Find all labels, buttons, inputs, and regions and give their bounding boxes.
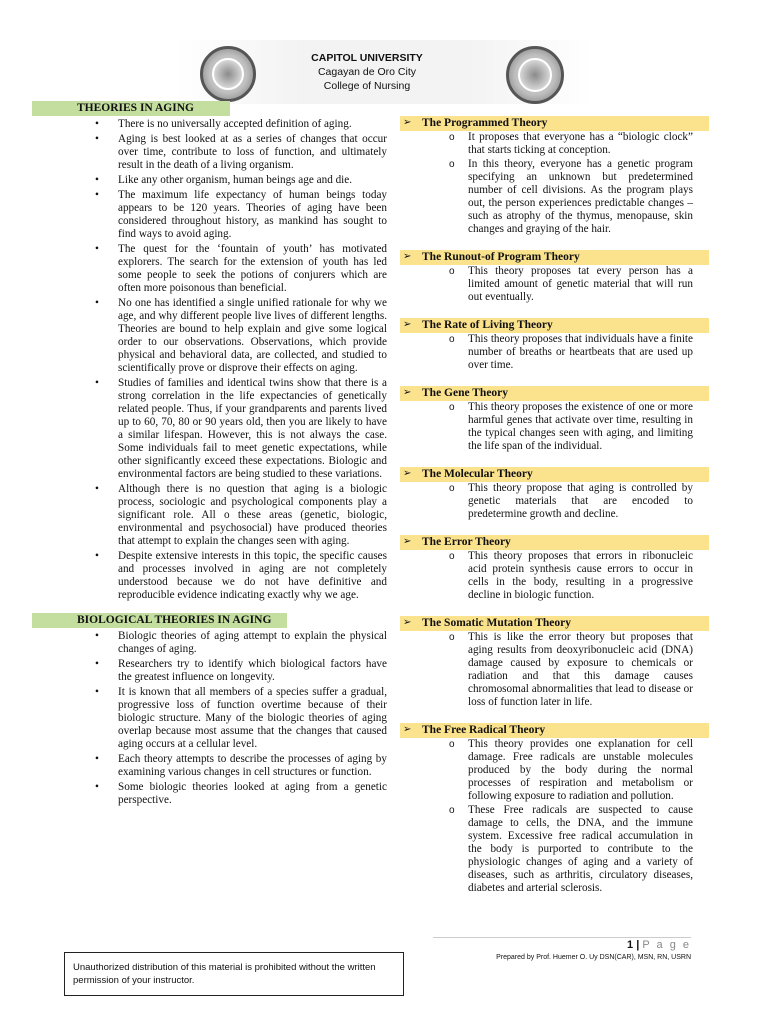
page-separator: |	[636, 939, 640, 951]
page-number-value: 1	[627, 939, 634, 951]
footer-divider	[433, 937, 691, 938]
theory-block	[405, 616, 693, 709]
university-name: CAPITOL UNIVERSITY	[311, 52, 423, 64]
theory-points	[405, 401, 693, 453]
right-column	[405, 116, 693, 909]
theory-points	[405, 333, 693, 372]
theory-block	[405, 723, 693, 895]
theory-title: ➢ The Programmed Theory	[400, 116, 709, 131]
theory-block	[405, 318, 693, 372]
theory-points	[405, 631, 693, 709]
theory-title: ➢ The Molecular Theory	[400, 467, 709, 482]
theory-title: ➢ The Rate of Living Theory	[400, 318, 709, 333]
theory-title: ➢ The Gene Theory	[400, 386, 709, 401]
page-number	[600, 939, 691, 951]
theory-point: o This is like the error theory but proposes that aging results from deoxyribonucleic acid (DNA) damage caused by exposure to chemicals or radiation and that this damage causes chromosomal abnormalities that lead to disease or loss of function later in life.	[405, 631, 693, 709]
theory-points	[405, 550, 693, 602]
theory-point: o This theory proposes that errors in ribonucleic acid protein synthesis cause errors to occur in cells in the body, resulting in a progressive decline in biologic function.	[405, 550, 693, 602]
list-item: • Studies of families and identical twins show that there is a strong correlation in the life expectancies of genetically related people. Thus, if your grandparents and parents lived up to 60, 70, 80 or 90 years old, then you are likely to have a similar lifespan. However, this is not always the case. Some individuals fail to meet genetic expectations, while other significantly exceed these expectations. Biologic and environmental factors are being studied to these variations.	[75, 377, 387, 481]
list-item: • Aging is best looked at as a series of changes that occur over time, contribute to loss of function, and ultimately result in the death of a living organism.	[75, 133, 387, 172]
theory-points	[405, 131, 693, 236]
list-item: • Despite extensive interests in this topic, the specific causes and processes involved in aging are not completely understood because we do not have definitive and reproducible evidence indicating exactly why we age.	[75, 550, 387, 602]
theory-points	[405, 265, 693, 304]
theory-points	[405, 482, 693, 521]
prepared-by: Prepared by Prof. Huemer O. Uy DSN(CAR), MSN, RN, USRN	[496, 954, 691, 961]
biological-theories-list	[75, 630, 387, 807]
list-item: • The maximum life expectancy of human beings today appears to be 120 years. Theories of aging have been considered throughout history, as mankind has sought to find ways to avoid aging.	[75, 189, 387, 241]
college-name: College of Nursing	[323, 80, 411, 92]
theory-block	[405, 535, 693, 602]
list-item: • It is known that all members of a species suffer a gradual, progressive loss of function overtime because of their biologic structure. Many of the biologic theories of aging overlap because most assume that the changes that caused aging occurs at a cellular level.	[75, 686, 387, 751]
section-title-theories-in-aging: THEORIES IN AGING	[32, 101, 230, 116]
section-title-biological-theories: BIOLOGICAL THEORIES IN AGING	[32, 613, 287, 628]
list-item: • There is no universally accepted definition of aging.	[75, 118, 387, 131]
theory-block	[405, 467, 693, 521]
theories-in-aging-list	[75, 118, 387, 602]
theory-title: ➢ The Free Radical Theory	[400, 723, 709, 738]
list-item: • Like any other organism, human beings age and die.	[75, 174, 387, 187]
list-item: • Some biologic theories looked at aging from a genetic perspective.	[75, 781, 387, 807]
university-city: Cagayan de Oro City	[317, 66, 417, 78]
left-column	[75, 101, 387, 809]
page-label: P a g e	[642, 939, 691, 951]
theory-title: ➢ The Error Theory	[400, 535, 709, 550]
theory-point: o This theory proposes tat every person has a limited amount of genetic material that will run out eventually.	[405, 265, 693, 304]
theory-block	[405, 250, 693, 304]
list-item: • Each theory attempts to describe the processes of aging by examining various changes in cell structures or function.	[75, 753, 387, 779]
theory-point: o This theory proposes the existence of one or more harmful genes that activate over time, resulting in the typical changes seen with aging, and limiting the life span of the individual.	[405, 401, 693, 453]
theory-point: o In this theory, everyone has a genetic program specifying an unknown but predetermined number of cell divisions. As the program plays out, the person experiences predictable changes – such as atrophy of the thymus, menopause, skin changes and graying of the hair.	[405, 158, 693, 236]
theory-point: o These Free radicals are suspected to cause damage to cells, the DNA, and the immune system. Excessive free radical accumulation in the body is purported to contribute to the physiologic changes of aging and a variety of diseases, such as arthritis, circulatory diseases, diabetes and arterial sclerosis.	[405, 804, 693, 895]
list-item: • The quest for the ‘fountain of youth’ has motivated explorers. The search for the extension of youth has led some people to seek the potions of conjurers which are often more poisonous than beneficial.	[75, 243, 387, 295]
theory-point: o This theory propose that aging is controlled by genetic materials that are encoded to predetermine growth and decline.	[405, 482, 693, 521]
list-item: • Although there is no question that aging is a biologic process, sociologic and psychological components play a significant role. All o these areas (genetic, biologic, environmental and psychosocial) have produced theories that attempt to explain the changes seen with aging.	[75, 483, 387, 548]
theory-point: o This theory provides one explanation for cell damage. Free radicals are unstable molecules produced by the body during the normal processes of respiration and metabolism or following exposure to radiation and pollution.	[405, 738, 693, 803]
list-item: • No one has identified a single unified rationale for why we age, and why different people live lives of different lengths. Theories are bound to help explain and give some logical order to our observations. Observations, which provide physical and behavioral data, are collected, and studied to scientifically prove or disprove their effects on aging.	[75, 297, 387, 375]
distribution-notice: Unauthorized distribution of this material is prohibited without the written permission of your instructor.	[64, 952, 404, 996]
list-item: • Biologic theories of aging attempt to explain the physical changes of aging.	[75, 630, 387, 656]
theory-point: o It proposes that everyone has a “biologic clock” that starts ticking at conception.	[405, 131, 693, 157]
theory-point: o This theory proposes that individuals have a finite number of breaths or heartbeats that are used up over time.	[405, 333, 693, 372]
theory-title: ➢ The Somatic Mutation Theory	[400, 616, 709, 631]
list-item: • Researchers try to identify which biological factors have the greatest influence on longevity.	[75, 658, 387, 684]
theory-points	[405, 738, 693, 895]
theory-block	[405, 386, 693, 453]
theory-block	[405, 116, 693, 236]
theory-title: ➢ The Runout-of Program Theory	[400, 250, 709, 265]
